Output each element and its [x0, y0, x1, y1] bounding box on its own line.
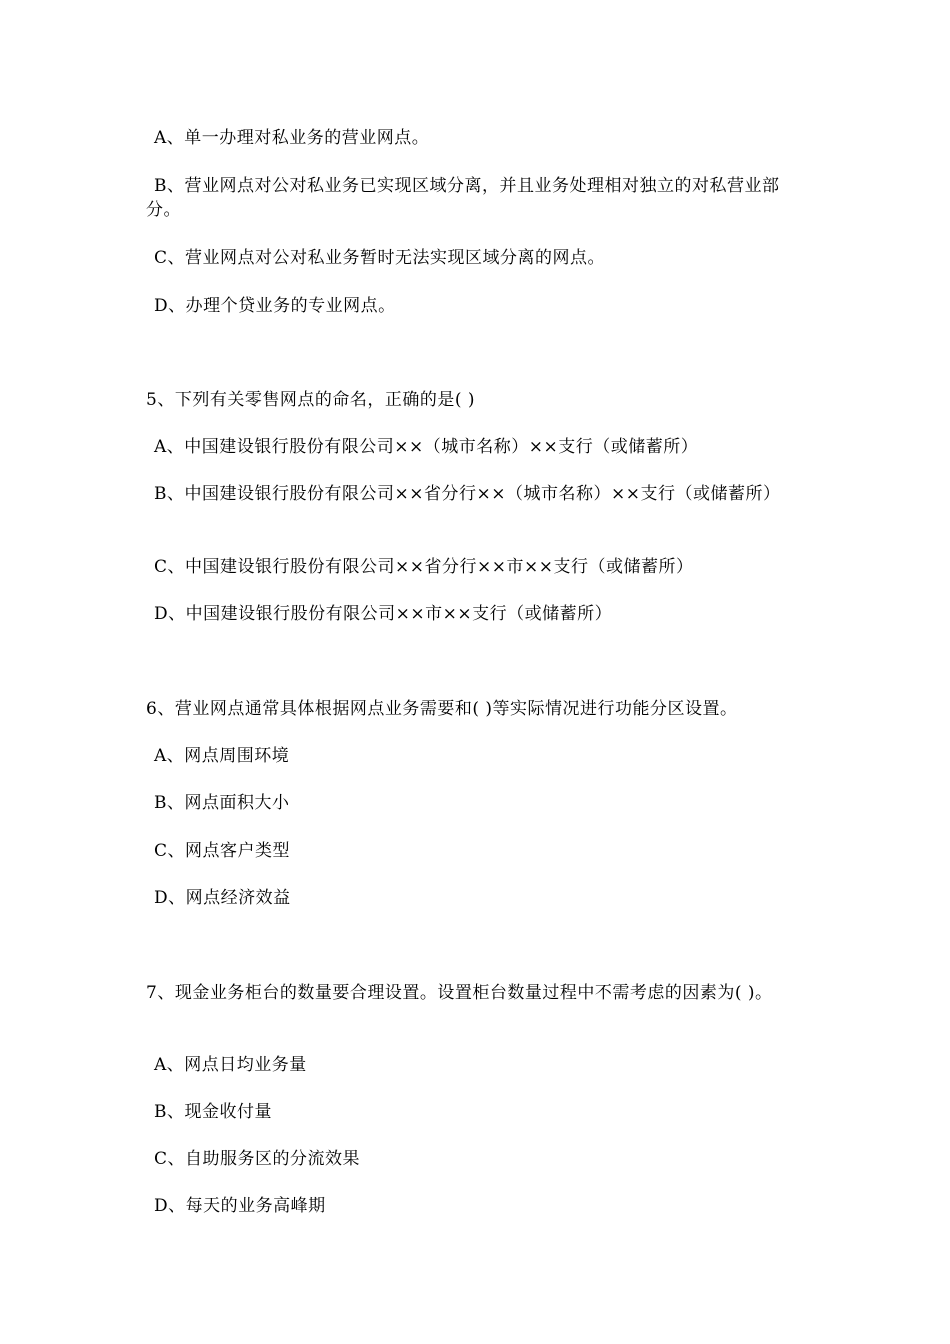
option-c-q6: C、网点客户类型	[154, 841, 291, 861]
question-7: 7、现金业务柜台的数量要合理设置。设置柜台数量过程中不需考虑的因素为( )。	[146, 983, 773, 1003]
option-c-q5: C、中国建设银行股份有限公司××省分行××市××支行（或储蓄所）	[154, 557, 694, 577]
option-d-q7: D、每天的业务高峰期	[154, 1196, 326, 1216]
option-a-q7: A、网点日均业务量	[154, 1055, 307, 1075]
option-c-q4: C、营业网点对公对私业务暂时无法实现区域分离的网点。	[154, 248, 606, 268]
option-b-q5: B、中国建设银行股份有限公司××省分行××（城市名称）××支行（或储蓄所）	[154, 484, 781, 504]
question-6: 6、营业网点通常具体根据网点业务需要和( )等实际情况进行功能分区设置。	[146, 699, 738, 719]
option-d-q6: D、网点经济效益	[154, 888, 291, 908]
option-a-q6: A、网点周围环境	[154, 746, 290, 766]
option-b-q4: B、营业网点对公对私业务已实现区域分离，并且业务处理相对独立的对私营业部分。	[146, 176, 780, 220]
option-d-q4: D、办理个贷业务的专业网点。	[154, 296, 396, 316]
option-c-q7: C、自助服务区的分流效果	[154, 1149, 361, 1169]
question-5: 5、下列有关零售网点的命名，正确的是( )	[146, 390, 475, 410]
option-b-q6: B、网点面积大小	[154, 793, 290, 813]
option-d-q5: D、中国建设银行股份有限公司××市××支行（或储蓄所）	[154, 604, 613, 624]
option-a-q4: A、单一办理对私业务的营业网点。	[154, 128, 430, 148]
option-b-q7: B、现金收付量	[154, 1102, 272, 1122]
option-a-q5: A、中国建设银行股份有限公司××（城市名称）××支行（或储蓄所）	[154, 437, 699, 457]
